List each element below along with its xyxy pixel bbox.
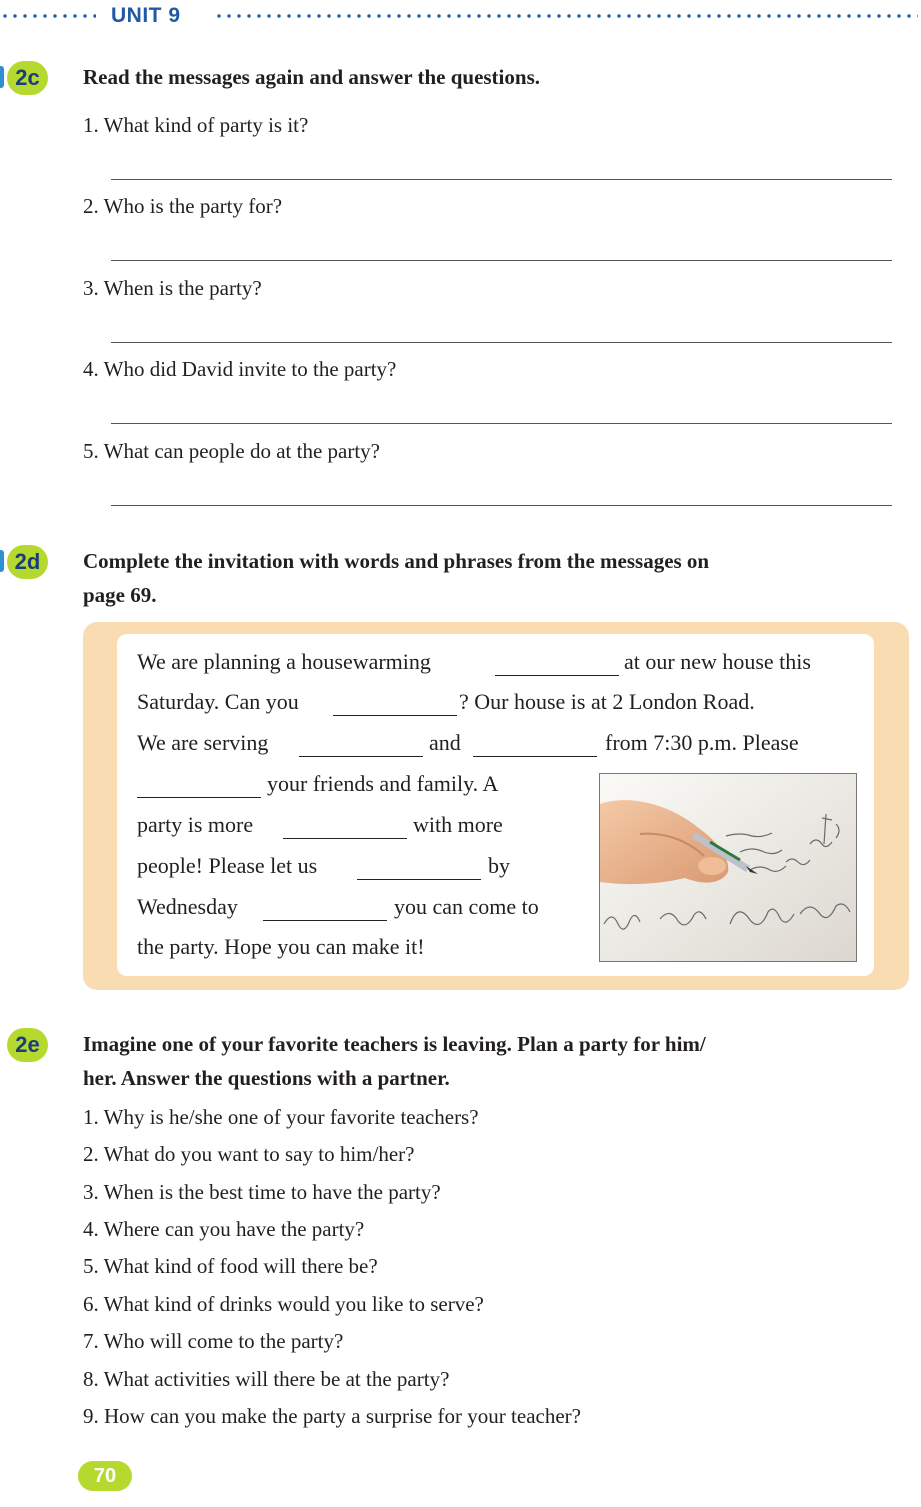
blank-more[interactable] [283,838,407,839]
invitation-text: party is more [137,812,254,837]
question-2e-5: 5. What kind of food will there be? [83,1254,378,1278]
invitation-text: Wednesday [137,894,238,919]
invitation-text: from 7:30 p.m. Please [605,730,799,755]
invitation-text: by [488,853,510,878]
unit-title: UNIT 9 [111,4,181,27]
question-2e-8: 8. What activities will there be at the party? [83,1367,450,1391]
blank-wednesday[interactable] [263,920,387,921]
question-2e-2: 2. What do you want to say to him/her? [83,1142,415,1166]
question-2c-3: 3. When is the party? [83,276,262,300]
invitation-text: people! Please let us [137,853,318,878]
blank-housewarming[interactable] [495,675,619,676]
invitation-text: with more [413,812,503,837]
blank-serving-1[interactable] [299,756,423,757]
section-2e-instruction-line1: Imagine one of your favorite teachers is leaving. Plan a party for him/ [83,1032,706,1056]
section-2c-instruction: Read the messages again and answer the questions. [83,65,540,89]
blank-invite[interactable] [137,797,261,798]
section-2e-instruction-line2: her. Answer the questions with a partner. [83,1066,450,1090]
answer-line-2c-2[interactable] [111,260,892,261]
section-edge-tab [0,66,4,88]
blank-can-you[interactable] [333,715,457,716]
section-2d-instruction-line1: Complete the invitation with words and phrases from the messages on [83,549,710,573]
question-2e-6: 6. What kind of drinks would you like to serve? [83,1292,484,1316]
invitation-text: you can come to [394,894,539,919]
header-dots-right [214,14,918,18]
section-badge-2e: 2e [7,1028,48,1062]
question-2c-1: 1. What kind of party is it? [83,113,309,137]
invitation-text: at our new house this [624,649,811,674]
section-edge-tab [0,550,4,572]
blank-let-us[interactable] [357,879,481,880]
invitation-text: your friends and family. A [267,771,499,796]
answer-line-2c-1[interactable] [111,179,892,180]
section-badge-2d: 2d [7,545,48,579]
blank-serving-2[interactable] [473,756,597,757]
answer-line-2c-5[interactable] [111,505,892,506]
question-2c-5: 5. What can people do at the party? [83,439,380,463]
invitation-text: We are serving [137,730,269,755]
question-2c-2: 2. Who is the party for? [83,194,283,218]
section-2d-instruction-line2: page 69. [83,583,157,607]
question-2e-1: 1. Why is he/she one of your favorite teachers? [83,1105,479,1129]
header-dots-left [0,14,96,18]
writing-hand-illustration [600,774,856,961]
question-2e-4: 4. Where can you have the party? [83,1217,365,1241]
invitation-text: and [429,730,461,755]
answer-line-2c-3[interactable] [111,342,892,343]
section-badge-2c: 2c [7,61,48,95]
answer-line-2c-4[interactable] [111,423,892,424]
question-2c-4: 4. Who did David invite to the party? [83,357,397,381]
page-number: 70 [78,1461,132,1491]
question-2e-3: 3. When is the best time to have the party? [83,1180,441,1204]
invitation-text: We are planning a housewarming [137,649,431,674]
invitation-text: ? Our house is at 2 London Road. [459,689,755,714]
invitation-text: Saturday. Can you [137,689,299,714]
invitation-text: the party. Hope you can make it! [137,934,425,959]
question-2e-9: 9. How can you make the party a surprise for your teacher? [83,1404,581,1428]
question-2e-7: 7. Who will come to the party? [83,1329,344,1353]
writing-hand-photo [599,773,857,962]
